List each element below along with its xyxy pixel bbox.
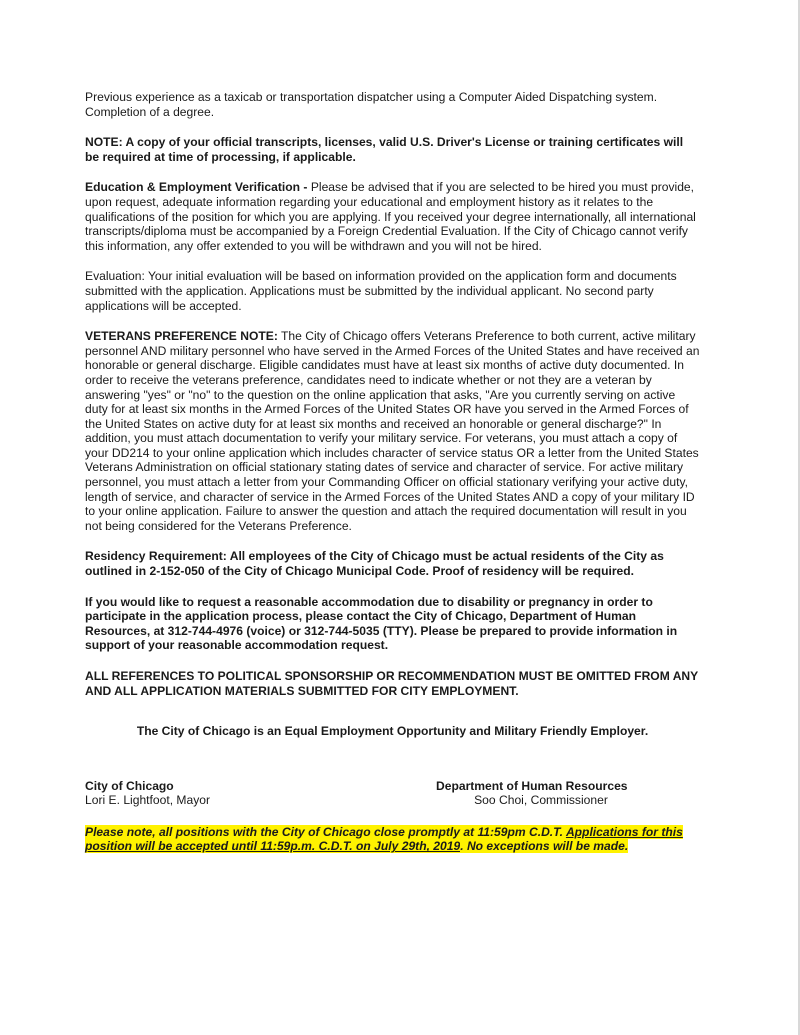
- qualifications-block: [85, 90, 700, 119]
- closing-part-1: Please note, all positions with the City of Chicago close promptly at 11:59pm C.D.T.: [85, 824, 564, 839]
- evaluation-paragraph: Evaluation: Your initial evaluation will be based on information provided on the application form and documents submitted with the application. Applications must be submitted by the individual applicant. No second party applications will be accepted.: [85, 269, 677, 313]
- political-sponsorship-notice: ALL REFERENCES TO POLITICAL SPONSORSHIP OR RECOMMENDATION MUST BE OMITTED FROM ANY AND ALL APPLICATION MATERIALS SUBMITTED FOR CITY EMPLOYMENT.: [85, 669, 699, 698]
- veterans-preference: [85, 329, 700, 533]
- signature-block: [85, 779, 700, 813]
- mayor-name: Lori E. Lightfoot, Mayor: [85, 793, 211, 808]
- accommodation-paragraph: If you would like to request a reasonable accommodation due to disability or pregnancy in order to participate in the application process, please contact the City of Chicago, Department of Human Resources, at 312-744-4976 (voice) or 312-744-5035 (TTY). Please be prepared to provide information in support of your reasonable accommodation request.: [85, 594, 678, 653]
- education-heading: Education & Employment Verification -: [85, 180, 308, 195]
- qualification-dispatcher: Previous experience as a taxicab or transportation dispatcher using a Computer Aided Dispatching system.: [85, 90, 658, 104]
- signature-right: [436, 779, 646, 808]
- closing-notice: [85, 825, 705, 854]
- eeo-statement: The City of Chicago is an Equal Employment Opportunity and Military Friendly Employer.: [136, 724, 649, 739]
- document-page: [85, 90, 700, 870]
- education-verification: [85, 180, 700, 253]
- city-title: City of Chicago: [85, 778, 174, 793]
- closing-part-2: Applications for this position will be accepted until 11:59p.m. C.D.T. on July 29th, 2019: [85, 824, 683, 854]
- qualification-degree: Completion of a degree.: [85, 104, 215, 119]
- closing-part-3: . No exceptions will be made.: [460, 839, 629, 854]
- commissioner-name: Soo Choi, Commissioner: [474, 793, 608, 808]
- signature-left: [85, 779, 210, 808]
- education-body: Please be advised that if you are selected to be hired you must provide, upon request, adequate information regarding your educational and employment history as it relates to the qualifications of the position for which you are applying. If you received your degree internationally, all international transcripts/diploma must be accompanied by a Foreign Credential Evaluation. If the City of Chicago cannot verify this information, any offer extended to you will be withdrawn and you will not be hired.: [85, 180, 696, 253]
- veterans-body: The City of Chicago offers Veterans Preference to both current, active military personnel AND military personnel who have served in the Armed Forces of the United States and have received an honorable or general discharge. Eligible candidates must have at least six months of active duty documented. In order to receive the veterans preference, candidates need to indicate whether or not they are a veteran by answering "yes" or "no" to the question on the online application that asks, "Are you currently serving on active duty for at least six months in the Armed Forces of the United States OR have you served in the Armed Forces of the United States on active duty for at least six months and received an honorable or general discharge?" In addition, you must attach documentation to verify your military service. For veterans, you must attach a copy of your DD214 to your online application which includes character of service status OR a letter from the United States Veterans Administration on official stationary stating dates of service and character of service. For active military personnel, you must attach a letter from your Commanding Officer on official stationary verifying your active duty, length of service, and character of service in the Armed Forces of the United States AND a copy of your military ID to your online application. Failure to answer the question and attach the required documentation will result in you not being considered for the Veterans Preference.: [85, 329, 700, 533]
- residency-requirement: Residency Requirement: All employees of the City of Chicago must be actual residents of the City as outlined in 2-152-050 of the City of Chicago Municipal Code. Proof of residency will be required.: [85, 549, 664, 579]
- transcripts-note: NOTE: A copy of your official transcripts, licenses, valid U.S. Driver's License or training certificates will be required at time of processing, if applicable.: [85, 135, 684, 164]
- department-title: Department of Human Resources: [436, 778, 628, 793]
- veterans-heading: VETERANS PREFERENCE NOTE:: [85, 329, 278, 344]
